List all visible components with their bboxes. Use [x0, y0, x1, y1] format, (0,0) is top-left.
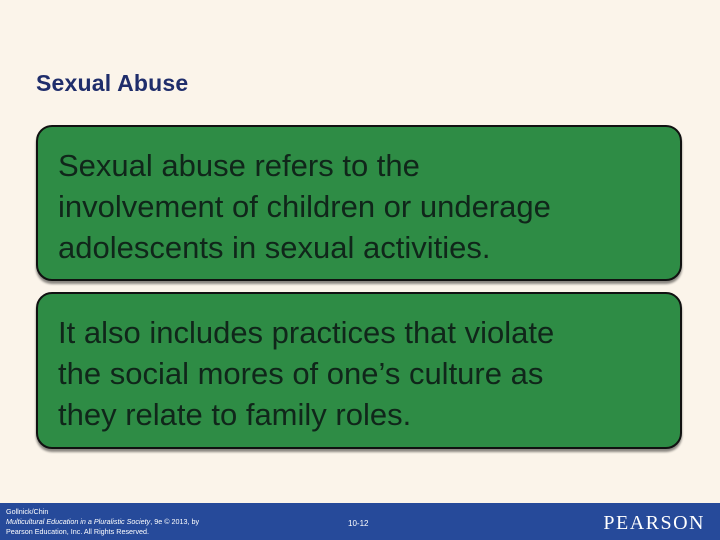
citation-title-line — [6, 517, 199, 527]
citation-edition: , 9e © 2013, by — [150, 517, 200, 526]
definition-text — [58, 145, 673, 268]
content-box-definition — [36, 125, 682, 281]
content-box-practices — [36, 292, 682, 449]
text-line: Sexual abuse refers to the — [58, 148, 420, 183]
practices-text — [58, 312, 673, 435]
page-number: 10-12 — [348, 519, 369, 528]
slide-title: Sexual Abuse — [36, 70, 189, 96]
citation-authors: Gollnick/Chin — [6, 507, 49, 516]
citation-publisher: Pearson Education, Inc. All Rights Reserved. — [6, 527, 150, 536]
text-line: involvement of children or underage — [58, 189, 551, 224]
text-line: It also includes practices that violate — [58, 315, 555, 350]
footer-bar — [0, 503, 720, 540]
footer-citation — [6, 507, 199, 537]
text-line: they relate to family roles. — [58, 397, 412, 432]
citation-book-title: Multicultural Education in a Pluralistic Society — [6, 517, 151, 526]
text-line: the social mores of one’s culture as — [58, 356, 544, 391]
text-line: adolescents in sexual activities. — [58, 230, 491, 265]
pearson-logo: PEARSON — [603, 512, 705, 534]
